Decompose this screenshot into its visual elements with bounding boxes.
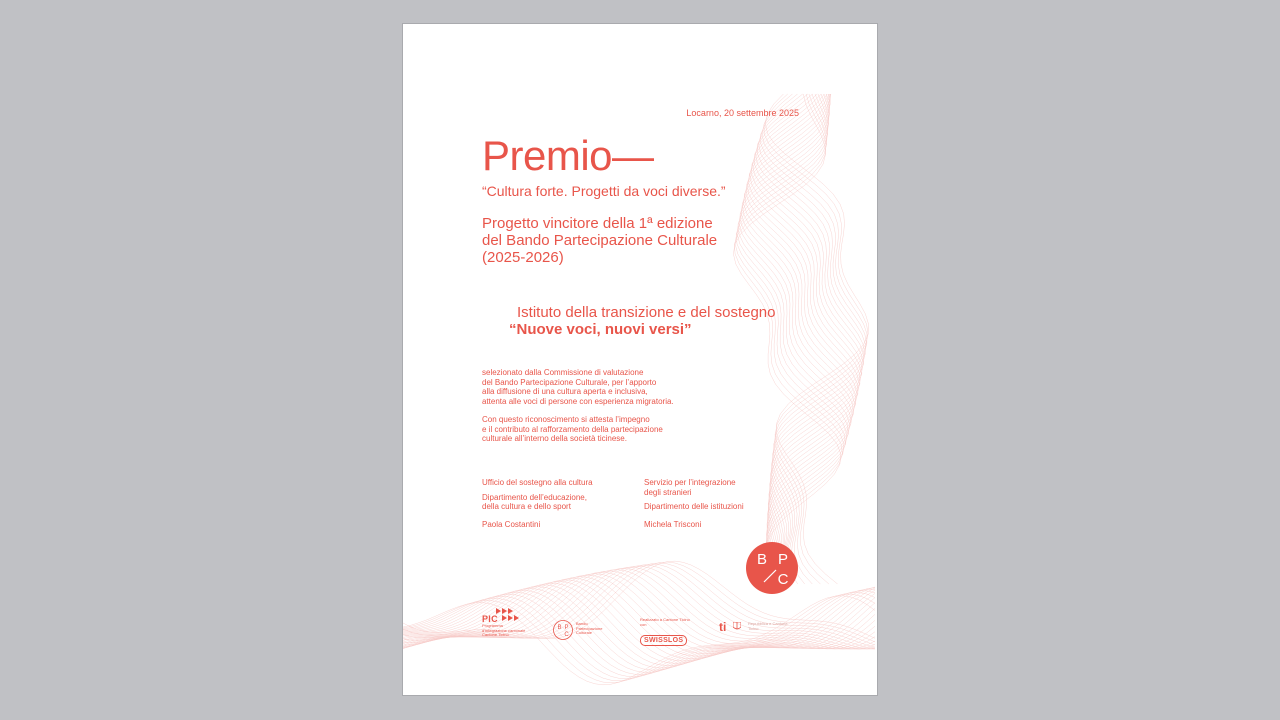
project-description [482, 215, 802, 266]
bpc-logo-letter: C [777, 571, 789, 588]
swisslos-caption: Realizzato a Cantone Ticino con [640, 617, 690, 627]
pic-sub-label [482, 624, 525, 638]
body-paragraph [482, 415, 752, 444]
project-line: del Bando Partecipazione Culturale [482, 232, 718, 249]
bpc-small-letter: C [564, 632, 569, 638]
signatory-name: Michela Trisconi [644, 519, 702, 529]
pic-sub-line: Programma [482, 623, 503, 628]
bpc-small-label [576, 622, 636, 636]
ticino-shield-icon [733, 622, 741, 631]
ticino-label [748, 622, 808, 631]
signature-block-left [482, 478, 632, 534]
pic-label: PIC [482, 614, 498, 624]
wave-line [403, 577, 875, 654]
ticino-label-line: Repubblica e Cantone [748, 621, 788, 626]
bpc-label-line: Bando [576, 621, 588, 626]
pic-sub-line: d’integrazione cantonale [482, 627, 526, 633]
body-line: alla diffusione di una cultura aperta e inclusiva, [482, 387, 648, 396]
bpc-small-letter: B [557, 625, 562, 631]
wave-line [403, 580, 875, 659]
bpc-logo-letter: P [777, 551, 789, 568]
signature-department [482, 493, 632, 512]
award-certificate-page [403, 24, 877, 695]
award-motto: “Cultura forte. Progetti da voci diverse.” [482, 183, 726, 199]
body-line: selezionato dalla Commissione di valutazione [482, 368, 644, 377]
certificate-body-text [482, 368, 752, 453]
ticino-mark: ti [719, 620, 727, 634]
swisslos-logo [640, 618, 690, 647]
department-line: Dipartimento dell’educazione, [482, 492, 587, 502]
bpc-small-letter: P [564, 625, 569, 631]
department-line: della cultura e dello sport [482, 502, 571, 511]
recipient-project-title: “Nuove voci, nuovi versi” [509, 321, 692, 338]
recipient-institute: Istituto della transizione e del sostegno [517, 304, 776, 321]
project-line: (2025-2026) [482, 249, 564, 266]
signature-office: Ufficio del sostegno alla cultura [482, 478, 593, 487]
signature-department: Dipartimento delle istituzioni [644, 502, 744, 511]
decorative-wave-pattern [403, 24, 877, 695]
body-paragraph [482, 368, 752, 406]
bpc-small-logo [553, 620, 573, 640]
signature-office [644, 478, 794, 497]
office-line: Servizio per l’integrazione [644, 478, 736, 487]
certificate-date: Locarno, 20 settembre 2025 [686, 108, 799, 118]
project-line: Progetto vincitore della 1ª edizione [482, 215, 713, 232]
body-line: del Bando Partecipazione Culturale, per l’apporto [482, 377, 657, 387]
pic-arrows-icon [496, 608, 536, 622]
office-line: degli stranieri [644, 487, 692, 497]
bpc-logo-circle [746, 542, 798, 594]
body-line: culturale all’interno della società ticinese. [482, 434, 627, 443]
signatory-name: Paola Costantini [482, 519, 541, 529]
page-title: Premio— [482, 132, 654, 179]
wave-line [403, 571, 875, 649]
ticino-label-line: Ticino [748, 625, 759, 631]
bpc-label-line: Partecipazione [576, 625, 603, 631]
bpc-logo [746, 542, 798, 594]
bpc-label-line: Culturale [576, 630, 593, 635]
swisslos-badge: SWISSLOS [640, 635, 687, 646]
pic-sub-line: Cantone Ticino [482, 632, 509, 637]
body-line: e il contributo al rafforzamento della partecipazione [482, 424, 663, 434]
body-line: attenta alle voci di persone con esperienza migratoria. [482, 396, 674, 406]
body-line: Con questo riconoscimento si attesta l’impegno [482, 415, 650, 424]
bpc-logo-letter: B [756, 551, 768, 568]
pic-logo [482, 614, 525, 638]
signature-block-right [644, 478, 794, 534]
